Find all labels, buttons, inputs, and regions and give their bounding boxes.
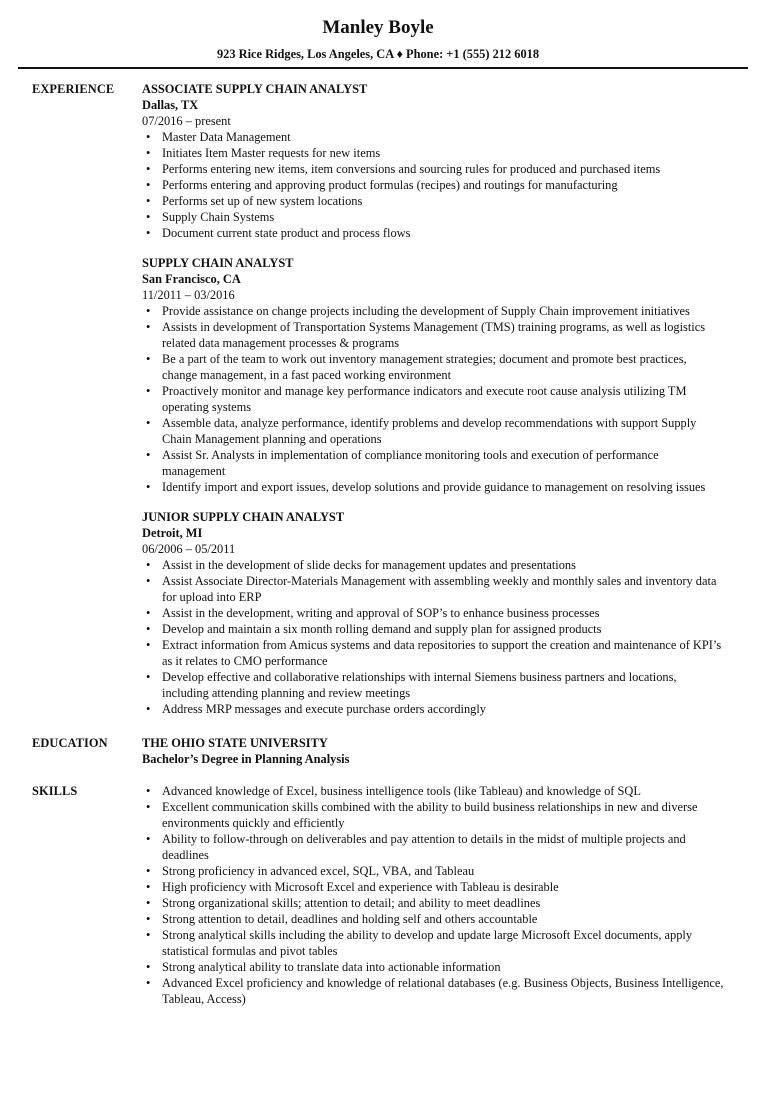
bullet-icon: • [146, 304, 151, 318]
bullet-text: Strong organizational skills; attention to detail; and ability to meet deadlines [162, 896, 541, 910]
contact-line: 923 Rice Ridges, Los Angeles, CA ♦ Phone: +1 (555) 212 6018 [216, 47, 540, 61]
bullet-icon: • [146, 226, 151, 240]
job-title: SUPPLY CHAIN ANALYST [142, 256, 294, 270]
bullet-text: Strong analytical ability to translate data into actionable information [162, 960, 501, 974]
bullet-item [146, 209, 724, 225]
bullet-text: Develop effective and collaborative relationships with internal Siemens business partners and locations, including attending planning and review meetings [162, 670, 677, 700]
bullet-item [146, 637, 724, 669]
bullet-item [146, 959, 724, 975]
education-body [142, 735, 724, 767]
bullet-text: High proficiency with Microsoft Excel and experience with Tableau is desirable [162, 880, 559, 894]
bullet-icon: • [146, 558, 151, 572]
bullet-item [146, 161, 724, 177]
job-location: Detroit, MI [142, 526, 203, 540]
bullet-item [146, 177, 724, 193]
job-bullets [142, 303, 724, 495]
bullet-text: Extract information from Amicus systems and data repositories to support the creation and maintenance of KPI’s as it relates to CMO performance [162, 638, 722, 668]
bullet-icon: • [146, 352, 151, 366]
bullet-icon: • [146, 864, 151, 878]
bullet-text: Assist in the development, writing and approval of SOP’s to enhance business processes [162, 606, 600, 620]
bullet-item [146, 975, 724, 1007]
bullet-item [146, 783, 724, 799]
experience-label: EXPERIENCE [32, 82, 115, 96]
bullet-icon: • [146, 912, 151, 926]
bullet-icon: • [146, 162, 151, 176]
job-title: JUNIOR SUPPLY CHAIN ANALYST [142, 510, 345, 524]
bullet-item [146, 911, 724, 927]
bullet-item [146, 479, 724, 495]
bullet-icon: • [146, 928, 151, 942]
bullet-text: Assists in development of Transportation Systems Management (TMS) training programs, as well as logistics related data management processes & programs [162, 320, 706, 350]
job-bullets [142, 557, 724, 717]
bullet-text: Document current state product and process flows [162, 226, 411, 240]
bullet-icon: • [146, 800, 151, 814]
bullet-icon: • [146, 670, 151, 684]
bullet-icon: • [146, 448, 151, 462]
bullet-icon: • [146, 416, 151, 430]
bullet-icon: • [146, 130, 151, 144]
bullet-icon: • [146, 896, 151, 910]
bullet-icon: • [146, 880, 151, 894]
bullet-item [146, 621, 724, 637]
bullet-icon: • [146, 960, 151, 974]
experience-list [142, 81, 724, 717]
education-degree: Bachelor’s Degree in Planning Analysis [142, 752, 350, 766]
bullet-icon: • [146, 194, 151, 208]
bullet-item [146, 799, 724, 831]
bullet-item [146, 557, 724, 573]
bullet-icon: • [146, 976, 151, 990]
bullet-item [146, 225, 724, 241]
bullet-icon: • [146, 832, 151, 846]
bullet-text: Performs entering new items, item conversions and sourcing rules for produced and purchased items [162, 162, 661, 176]
bullet-item [146, 895, 724, 911]
bullet-item [146, 447, 724, 479]
job-entry [142, 81, 724, 241]
bullet-icon: • [146, 574, 151, 588]
bullet-item [146, 383, 724, 415]
job-location: San Francisco, CA [142, 272, 241, 286]
job-dates: 11/2011 – 03/2016 [142, 288, 235, 302]
bullet-text: Performs set up of new system locations [162, 194, 363, 208]
bullet-text: Initiates Item Master requests for new items [162, 146, 381, 160]
bullet-item [146, 927, 724, 959]
bullet-item [146, 129, 724, 145]
bullet-text: Assist in the development of slide decks for management updates and presentations [162, 558, 576, 572]
bullet-text: Strong analytical skills including the ability to develop and update large Microsoft Excel documents, apply statistical formulas and pivot tables [162, 928, 693, 958]
bullet-item [146, 605, 724, 621]
bullet-text: Strong attention to detail, deadlines and holding self and others accountable [162, 912, 538, 926]
bullet-item [146, 573, 724, 605]
bullet-item [146, 879, 724, 895]
bullet-item [146, 351, 724, 383]
education-school: THE OHIO STATE UNIVERSITY [142, 736, 328, 750]
bullet-item [146, 303, 724, 319]
bullet-item [146, 193, 724, 209]
job-entry [142, 255, 724, 495]
bullet-icon: • [146, 606, 151, 620]
skills-label: SKILLS [32, 784, 78, 798]
job-entry [142, 509, 724, 717]
job-dates: 06/2006 – 05/2011 [142, 542, 236, 556]
bullet-text: Address MRP messages and execute purchase orders accordingly [162, 702, 487, 716]
skills-bullets [142, 783, 724, 1007]
bullet-text: Assist Sr. Analysts in implementation of compliance monitoring tools and execution of performance management [162, 448, 659, 478]
bullet-text: Advanced Excel proficiency and knowledge of relational databases (e.g. Business Objects, Business Intelligence, Tableau, Access) [162, 976, 724, 1006]
skills-body [142, 783, 724, 1007]
education-label: EDUCATION [32, 736, 108, 750]
skills-section [32, 783, 724, 1007]
bullet-item [146, 145, 724, 161]
bullet-icon: • [146, 178, 151, 192]
bullet-icon: • [146, 210, 151, 224]
bullet-text: Assemble data, analyze performance, identify problems and develop recommendations with support Supply Chain Management planning and operations [162, 416, 697, 446]
candidate-name: Manley Boyle [322, 17, 434, 38]
bullet-text: Identify import and export issues, develop solutions and provide guidance to management on resolving issues [162, 480, 706, 494]
bullet-text: Strong proficiency in advanced excel, SQL, VBA, and Tableau [162, 864, 475, 878]
bullet-item [146, 319, 724, 351]
experience-section [32, 81, 724, 717]
bullet-icon: • [146, 320, 151, 334]
bullet-text: Be a part of the team to work out inventory management strategies; document and promote best practices, change management, in a fast paced working environment [162, 352, 687, 382]
bullet-icon: • [146, 702, 151, 716]
job-location: Dallas, TX [142, 98, 199, 112]
bullet-text: Master Data Management [162, 130, 291, 144]
bullet-item [146, 669, 724, 701]
bullet-item [146, 863, 724, 879]
bullet-text: Supply Chain Systems [162, 210, 275, 224]
bullet-icon: • [146, 480, 151, 494]
bullet-text: Performs entering and approving product formulas (recipes) and routings for manufacturing [162, 178, 618, 192]
bullet-item [146, 831, 724, 863]
education-section [32, 735, 724, 767]
job-dates: 07/2016 – present [142, 114, 231, 128]
bullet-text: Advanced knowledge of Excel, business intelligence tools (like Tableau) and knowledge of SQL [162, 784, 641, 798]
bullet-text: Excellent communication skills combined with the ability to build business relationships in new and diverse environments quickly and efficiently [162, 800, 698, 830]
bullet-text: Develop and maintain a six month rolling demand and supply plan for assigned products [162, 622, 602, 636]
header-divider [18, 67, 748, 69]
bullet-icon: • [146, 622, 151, 636]
bullet-icon: • [146, 384, 151, 398]
bullet-icon: • [146, 784, 151, 798]
bullet-text: Provide assistance on change projects including the development of Supply Chain improvement initiatives [162, 304, 690, 318]
bullet-text: Ability to follow-through on deliverables and pay attention to details in the midst of multiple projects and deadlines [162, 832, 686, 862]
bullet-text: Proactively monitor and manage key performance indicators and execute root cause analysis utilizing TM operating systems [162, 384, 687, 414]
bullet-icon: • [146, 146, 151, 160]
bullet-text: Assist Associate Director-Materials Management with assembling weekly and monthly sales and inventory data for upload into ERP [162, 574, 717, 604]
bullet-item [146, 415, 724, 447]
job-title: ASSOCIATE SUPPLY CHAIN ANALYST [142, 82, 368, 96]
resume-header [32, 14, 724, 62]
bullet-icon: • [146, 638, 151, 652]
job-bullets [142, 129, 724, 241]
bullet-item [146, 701, 724, 717]
